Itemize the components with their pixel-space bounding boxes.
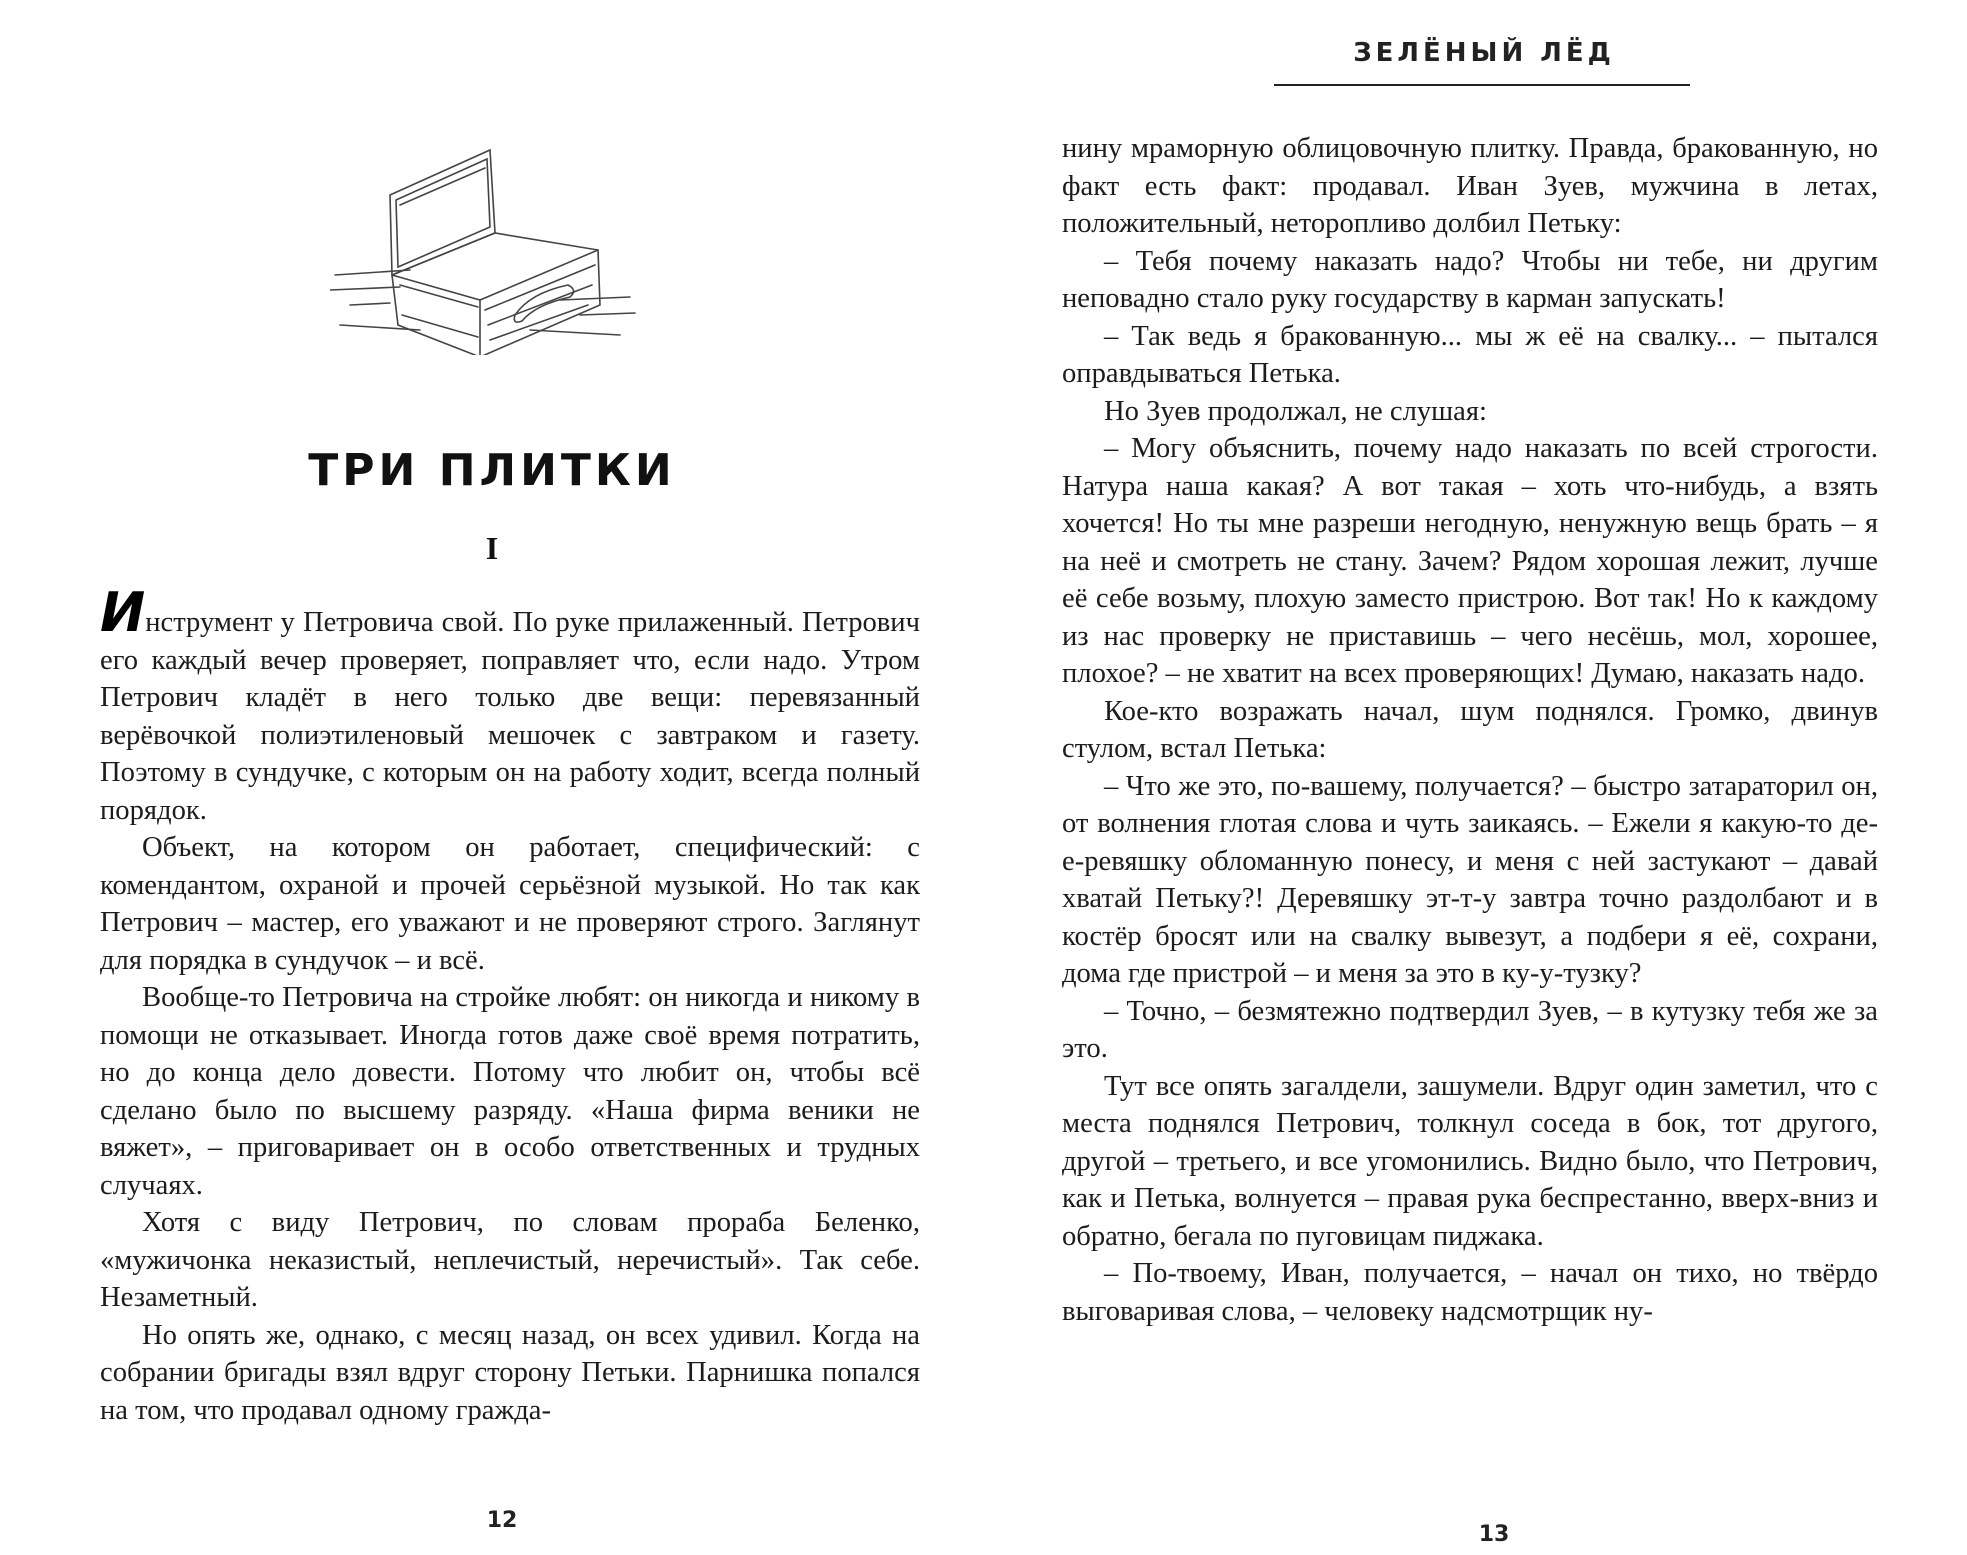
right-page: [984, 0, 1967, 1555]
chapter-title: ТРИ ПЛИТКИ: [308, 445, 676, 496]
paragraph: Но Зуев продолжал, не слушая:: [1104, 395, 1487, 427]
paragraph: Но опять же, однако, с месяц назад, он всех удивил. Когда на собрании бригады взял вдруг сторону Петьки. Парнишка попался на том, что продавал одному гражда-: [100, 1319, 920, 1426]
paragraph-text: нструмент у Петровича свой. По руке прилаженный. Петрович его каждый вечер проверяет, поправляет что, если надо. Утром Петрович кладёт в него только две вещи: перевязанный верёвочкой полиэтиленовый мешочек с завтраком и газету. Поэтому в сундучке, с которым он на работу ходит, всегда полный порядок.: [100, 607, 920, 826]
paragraph: Хотя с виду Петрович, по словам прораба Беленко, «мужичонка неказистый, неплечистый, неречистый». Так себе. Незаметный.: [100, 1207, 920, 1313]
paragraph: Кое-кто возражать начал, шум поднялся. Громко, двинув стулом, встал Петька:: [1062, 695, 1878, 764]
running-head-rule: [1274, 84, 1690, 86]
suitcase-drawing: [330, 125, 640, 355]
paragraph: – По-твоему, Иван, получается, – начал он тихо, но твёрдо выговаривая слова, – человеку надсмотрщик ну-: [1062, 1258, 1878, 1327]
paragraph: – Тебя почему наказать надо? Чтобы ни тебе, ни другим неповадно стало руку государству в карман запускать!: [1062, 245, 1878, 314]
paragraph: Тут все опять загалдели, зашумели. Вдруг один заметил, что с места поднялся Петрович, толкнул соседа в бок, тот другого, другой – третьего, и все угомонились. Видно было, что Петрович, как и Петька, волнуется – правая рука беспрестанно, вверх-вниз и обратно, бегала по пуговицам пиджака.: [1062, 1070, 1878, 1252]
paragraph: Объект, на котором он работает, специфический: с комендантом, охраной и прочей серьёзной музыкой. Но так как Петрович – мастер, его уважают и не проверяют строго. Заглянут для порядка в сундучок – и всё.: [100, 832, 920, 976]
paragraph: – Что же это, по-вашему, получается? – быстро затараторил он, от волнения глотая слова и чуть заикаясь. – Ежели я какую-то де-е-ревяшку обломанную понесу, и меня с ней застукают – давай хватай Петьку?! Деревяшку эт-т-у завтра точно раздолбают и в костёр бросят или на свалку вывезут, а подбери я её, сохрани, дома где пристрой – и меня за это в ку-у-тузку?: [1062, 770, 1878, 989]
paragraph: – Могу объяснить, почему надо наказать по всей строгости. Натура наша какая? А вот такая – хоть что-нибудь, а взять хочется! Но ты мне разреши негодную, ненужную вещь брать – я на неё и смотреть не стану. Зачем? Рядом хорошая лежит, лучше её себе возьму, плохую заместо пристрою. Вот так! Но к каждому из нас проверку не приставишь – чего несёшь, мол, хорошее, плохое? – не хватит на всех проверяющих! Думаю, наказать надо.: [1062, 433, 1878, 689]
paragraph: [100, 581, 920, 829]
section-number: I: [485, 530, 499, 566]
paragraph: Вообще-то Петровича на стройке любят: он никогда и никому в помощи не отказывает. Иногда готов даже своё время потратить, но до конца дело довести. Потому что любит он, чтобы всё сделано было по высшему разряду. «Наша фирма веники не вяжет», – приговаривает он в особо ответственных и трудных случаях.: [100, 982, 920, 1201]
paragraph: – Точно, – безмятежно подтвердил Зуев, – в кутузку тебя же за это.: [1062, 995, 1878, 1064]
paragraph: – Так ведь я бракованную... мы ж её на свалку... – пытался оправдываться Петька.: [1062, 320, 1878, 389]
drop-cap: И: [100, 581, 146, 644]
page-number: 13: [1478, 1522, 1510, 1547]
right-page-text: [1062, 130, 1878, 1330]
left-page-text: [100, 581, 920, 1429]
paragraph: нину мраморную облицовочную плитку. Правда, бракованную, но факт есть факт: продавал. Иван Зуев, мужчина в летах, положительный, неторопливо долбил Петьку:: [1062, 133, 1878, 239]
page-number: 12: [486, 1508, 518, 1533]
running-head: ЗЕЛЁНЫЙ ЛЁД: [1353, 38, 1615, 68]
